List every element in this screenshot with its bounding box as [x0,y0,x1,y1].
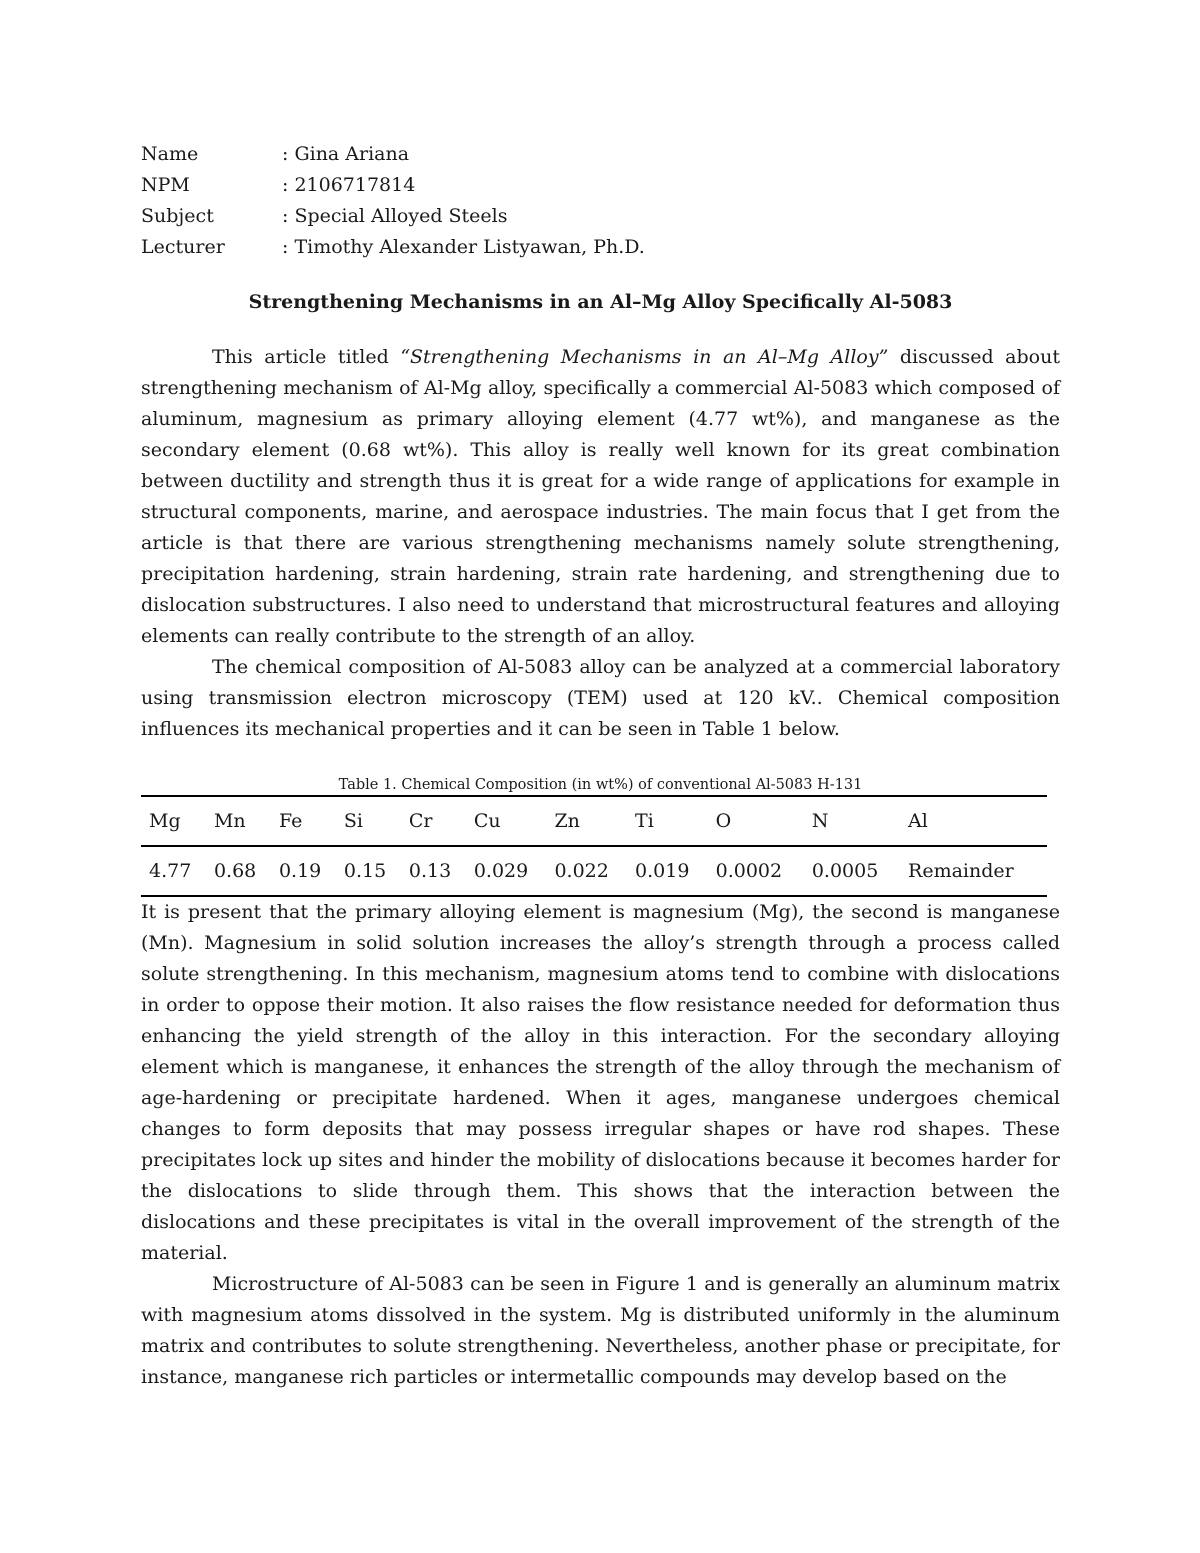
info-row-subject [141,200,645,231]
column-header: Al [908,810,928,832]
info-row-name [141,138,645,169]
student-info [141,138,645,262]
table-cell: 0.022 [554,860,609,882]
info-label: Subject [141,204,214,227]
column-header: Fe [278,810,303,832]
info-value: : Timothy Alexander Listyawan, Ph.D. [282,235,645,258]
article-title-quote: “Strengthening Mechanisms in an Al–Mg Alloy” [400,346,889,368]
column-header: Mg [149,810,181,832]
column-header: O [715,810,732,832]
column-header: Si [343,810,363,832]
table-cell: 0.0002 [715,860,783,882]
table-cell: 0.15 [343,860,387,882]
table-row [141,846,1047,896]
paragraph-intro-rest: discussed about strengthening mechanism of Al-Mg alloy, specifically a commercial Al-5083 which composed of aluminum, magnesium as primary alloying element (4.77 wt%), and manganese as the secondary element (0.68 wt%). This alloy is really well known for its great combination between ductility and strength thus it is great for a wide range of applications for example in structural components, marine, and aerospace industries. The main focus that I get from the article is that there are various strengthening mechanisms namely solute strengthening, precipitation hardening, strain hardening, strain rate hardening, and strengthening due to dislocation substructures. I also need to understand that microstructural features and alloying elements can really contribute to the strength of an alloy. [141,346,1060,647]
info-value: : Special Alloyed Steels [282,204,508,227]
column-header: Cu [473,810,501,832]
info-label: Lecturer [141,235,225,258]
table-caption: Table 1. Chemical Composition (in wt%) of conventional Al-5083 H-131 [338,777,863,793]
column-header: N [811,810,829,832]
column-header: Ti [635,810,654,832]
info-value: : Gina Ariana [282,142,410,165]
paragraph-composition: The chemical composition of Al-5083 alloy can be analyzed at a commercial laboratory using transmission electron microscopy (TEM) used at 120 kV.. Chemical composition influences its mechanical properties and it can be seen in Table 1 below. [141,656,1060,740]
table-cell: 4.77 [149,860,192,882]
info-label: NPM [141,173,190,196]
table-cell: Remainder [908,860,1014,882]
table-header-row [141,796,1047,846]
column-header: Cr [408,810,433,832]
column-header: Mn [213,810,246,832]
document-page [141,138,1060,1393]
document-title: Strengthening Mechanisms in an Al–Mg Alloy Specifically Al-5083 [248,291,953,313]
paragraph-intro [141,342,1060,652]
table-cell: 0.13 [408,860,452,882]
table-cell: 0.019 [635,860,690,882]
table-cell: 0.0005 [811,860,879,882]
paragraph-microstructure: Microstructure of Al-5083 can be seen in Figure 1 and is generally an aluminum matrix with magnesium atoms dissolved in the system. Mg is distributed uniformly in the aluminum matrix and contributes to solute strengthening. Nevertheless, another phase or precipitate, for instance, manganese rich particles or intermetallic compounds may develop based on the [141,1273,1060,1388]
paragraph-intro-start: This article titled [212,346,401,368]
info-label: Name [141,142,199,165]
table-cell: 0.68 [213,860,257,882]
table-cell: 0.029 [473,860,529,882]
info-row-lecturer [141,231,645,262]
paragraph-alloying-elements: It is present that the primary alloying element is magnesium (Mg), the second is manganese (Mn). Magnesium in solid solution increases the alloy’s strength through a process called solute strengthening. In this mechanism, magnesium atoms tend to combine with dislocations in order to oppose their motion. It also raises the flow resistance needed for deformation thus enhancing the yield strength of the alloy in this interaction. For the secondary alloying element which is manganese, it enhances the strength of the alloy through the mechanism of age-hardening or precipitate hardened. When it ages, manganese undergoes chemical changes to form deposits that may possess irregular shapes or have rod shapes. These precipitates lock up sites and hinder the mobility of dislocations because it becomes harder for the dislocations to slide through them. This shows that the interaction between the dislocations and these precipitates is vital in the overall improvement of the strength of the material. [141,901,1060,1264]
info-row-npm [141,169,645,200]
composition-table [141,795,1047,897]
table-cell: 0.19 [278,860,322,882]
column-header: Zn [554,810,580,832]
info-value: : 2106717814 [282,173,416,196]
